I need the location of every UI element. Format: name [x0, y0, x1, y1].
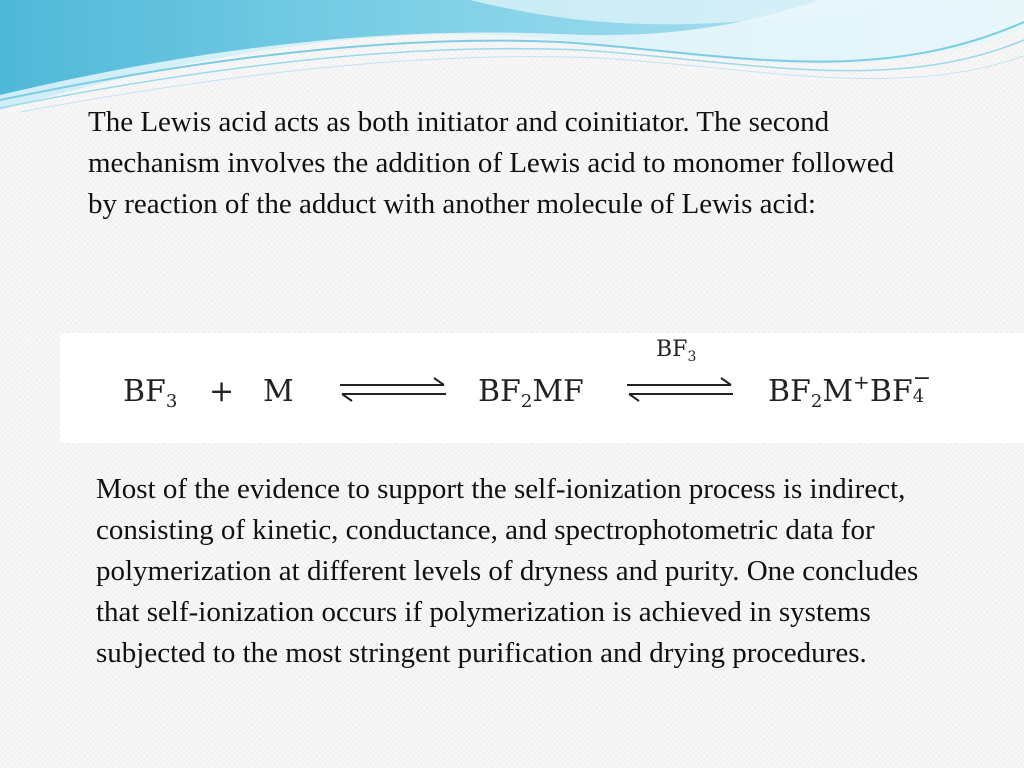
- product-bf4-base: BF: [869, 374, 913, 409]
- plus-sign: +: [209, 374, 235, 409]
- reactant-bf3: [123, 374, 178, 412]
- monomer-m: M: [263, 374, 294, 409]
- product-ion-pair: [768, 366, 932, 412]
- product-bf2-sub: 2: [810, 391, 823, 412]
- equilibrium-arrow-2: [625, 375, 735, 403]
- catalyst-bf3: [656, 337, 697, 365]
- product-plus-charge: +: [853, 370, 870, 394]
- intro-paragraph: The Lewis acid acts as both initiator and coinitiator. The second mechanism involves the addition of Lewis acid to monomer followed by reaction of the adduct with another molecule of Lewis acid:: [88, 106, 895, 220]
- catalyst-bf3-sub: 3: [687, 349, 697, 365]
- product-bf2-base: BF: [768, 374, 811, 409]
- reactant-bf3-sub: 3: [165, 391, 178, 412]
- adduct-bf2-base: BF: [478, 374, 521, 409]
- reaction-equation: [60, 333, 1024, 443]
- evidence-paragraph: Most of the evidence to support the self-ionization process is indirect, consisting of kinetic, conductance, and spectrophotometric data for polymerization at different levels of dryness and purity. One concludes that self-ionization occurs if polymerization is achieved in systems subjected to the most stringent purification and drying procedures.: [96, 473, 919, 669]
- adduct-bf2-sub: 2: [520, 391, 533, 412]
- reactant-bf3-base: BF: [123, 374, 166, 409]
- product-bf4-scripts: [912, 366, 932, 408]
- product-bf4-sub: 4: [912, 386, 925, 407]
- equilibrium-arrow-1: [338, 375, 448, 403]
- adduct-bf2mf: [478, 374, 584, 412]
- catalyst-bf3-base: BF: [656, 337, 688, 362]
- product-m: M: [822, 374, 854, 409]
- adduct-mf: MF: [532, 374, 584, 409]
- product-minus-charge: −: [912, 366, 932, 391]
